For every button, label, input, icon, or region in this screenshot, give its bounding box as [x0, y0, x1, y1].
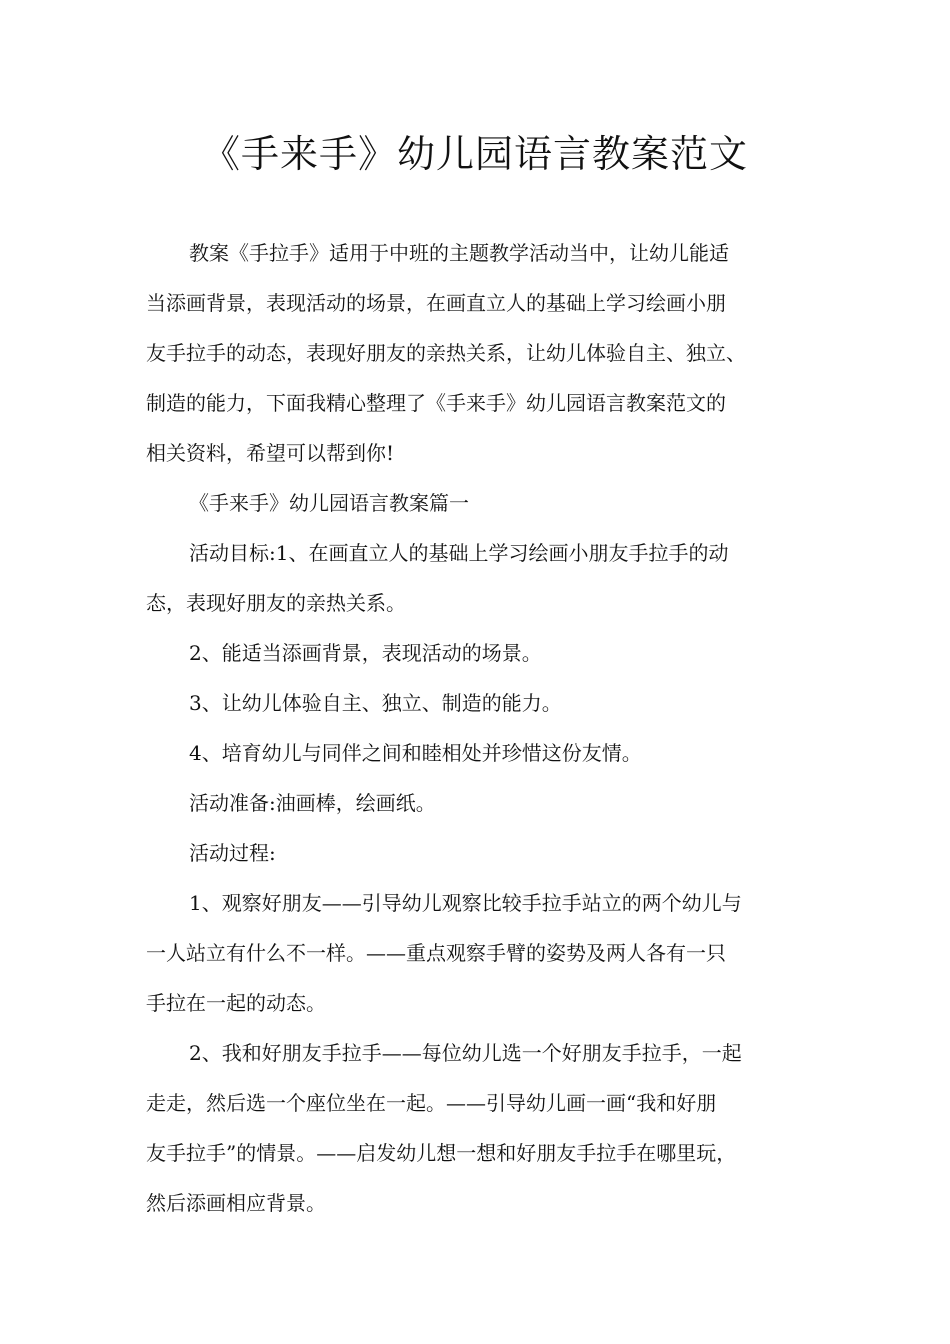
paragraph-goals — [146, 528, 826, 628]
text-line: 然后添画相应背景。 — [146, 1191, 326, 1215]
paragraph-goal-4 — [146, 728, 826, 778]
text-line: 态，表现好朋友的亲热关系。 — [146, 591, 406, 615]
text-line: 《手来手》幼儿园语言教案篇一 — [189, 491, 469, 515]
text-line: 相关资料，希望可以帮到你! — [146, 441, 395, 465]
text-line: 当添画背景，表现活动的场景，在画直立人的基础上学习绘画小朋 — [146, 291, 726, 315]
document-body — [146, 228, 826, 1228]
text-line: 制造的能力，下面我精心整理了《手来手》幼儿园语言教案范文的 — [146, 391, 726, 415]
text-line: 活动准备:油画棒，绘画纸。 — [189, 791, 436, 815]
text-line: 1、观察好朋友——引导幼儿观察比较手拉手站立的两个幼儿与 — [189, 891, 742, 915]
paragraph-goal-2 — [146, 628, 826, 678]
paragraph-process-1 — [146, 878, 826, 1028]
text-line: 手拉在一起的动态。 — [146, 991, 326, 1015]
text-line: 走走，然后选一个座位坐在一起。——引导幼儿画一画“我和好朋 — [146, 1091, 717, 1115]
text-line: 3、让幼儿体验自主、独立、制造的能力。 — [189, 691, 562, 715]
text-line: 教案《手拉手》适用于中班的主题教学活动当中，让幼儿能适 — [189, 241, 729, 265]
paragraph-intro — [146, 228, 826, 478]
text-line: 一人站立有什么不一样。——重点观察手臂的姿势及两人各有一只 — [146, 941, 726, 965]
paragraph-process-2 — [146, 1028, 826, 1228]
text-line: 2、能适当添画背景，表现活动的场景。 — [189, 641, 542, 665]
text-line: 友手拉手”的情景。——启发幼儿想一想和好朋友手拉手在哪里玩， — [146, 1141, 737, 1165]
text-line: 4、培育幼儿与同伴之间和睦相处并珍惜这份友情。 — [189, 741, 642, 765]
paragraph-process-heading — [146, 828, 826, 878]
text-line: 活动过程: — [189, 841, 276, 865]
paragraph-preparation — [146, 778, 826, 828]
text-line: 活动目标:1、在画直立人的基础上学习绘画小朋友手拉手的动 — [189, 541, 729, 565]
text-line: 友手拉手的动态，表现好朋友的亲热关系，让幼儿体验自主、独立、 — [146, 341, 746, 365]
text-line: 2、我和好朋友手拉手——每位幼儿选一个好朋友手拉手，一起 — [189, 1041, 742, 1065]
paragraph-goal-3 — [146, 678, 826, 728]
document-title: 《手来手》幼儿园语言教案范文 — [201, 132, 748, 176]
section-heading — [146, 478, 826, 528]
